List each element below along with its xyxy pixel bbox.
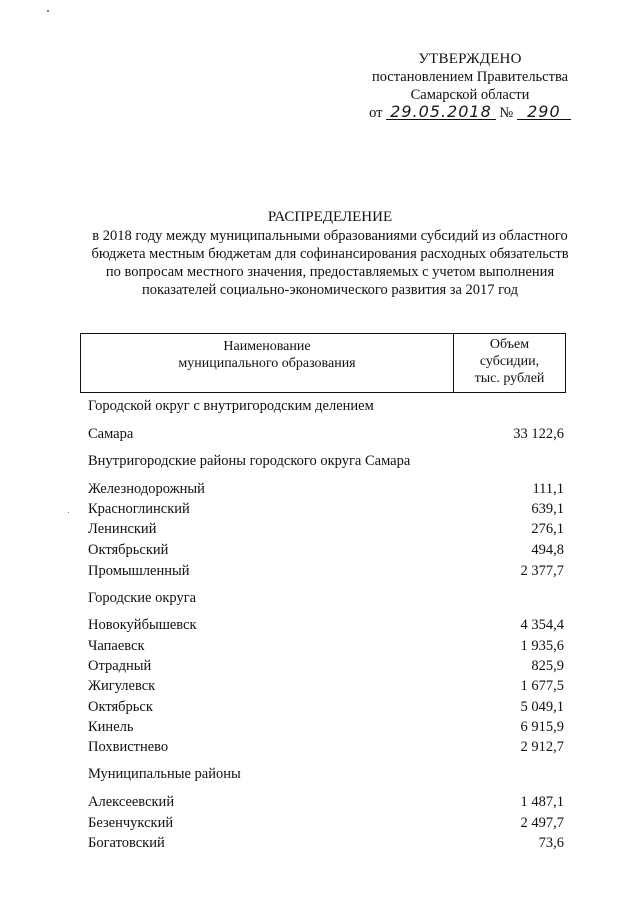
row-name: Муниципальные районы [88,766,241,782]
header-name-line: муниципального образования [178,356,356,371]
table-row [88,541,566,559]
table-row [88,500,566,518]
row-value: 5 049,1 [520,699,564,715]
scan-speck [68,512,69,513]
approval-line: Самарской области [410,87,530,103]
number-prefix: № [499,105,514,121]
approval-stamp [360,50,580,122]
row-value [464,452,566,470]
header-amount-line: Объем [489,337,530,352]
header-amount-line: субсидии, [479,354,540,369]
row-name: Промышленный [88,563,190,579]
row-name: Красноглинский [88,501,190,517]
row-value: 1 935,6 [520,638,564,654]
heading-line: бюджета местным бюджетам для софинансирования расходных обязательств [91,246,569,262]
approval-title: УТВЕРЖДЕНО [418,51,522,67]
table-row [88,698,566,716]
date-prefix: от [369,105,383,121]
row-value [464,397,566,415]
table-row [88,616,566,634]
table-row [88,425,566,443]
table-row [88,814,566,832]
row-name: Безенчукский [88,815,174,831]
row-name: Чапаевск [88,638,145,654]
row-name: Октябрьский [88,542,169,558]
row-name: Городской округ с внутригородским делением [88,398,374,414]
table-section-row [88,765,566,783]
heading-line: в 2018 году между муниципальными образованиями субсидий из областного [92,228,568,244]
subsidy-table [80,333,566,851]
row-name: Железнодорожный [88,481,205,497]
document-title: РАСПРЕДЕЛЕНИЕ [267,209,393,225]
row-value: 2 497,7 [520,815,564,831]
table-header [80,333,566,393]
document-heading [60,208,600,299]
row-value [464,765,566,783]
approval-date-line [360,104,580,122]
row-name: Новокуйбышевск [88,617,197,633]
table-row [88,520,566,538]
row-name: Кинель [88,719,134,735]
table-row [88,562,566,580]
header-amount-line: тыс. рублей [474,371,545,386]
row-name: Отрадный [88,658,152,674]
row-value: 494,8 [531,542,564,558]
row-value: 2 377,7 [520,563,564,579]
row-value: 111,1 [532,481,564,497]
table-row [88,480,566,498]
table-section-row [88,397,566,415]
approval-date: 29.05.2018 [386,104,496,120]
table-row [88,718,566,736]
row-name: Самара [88,426,134,442]
table-row [88,793,566,811]
row-name: Похвистнево [88,739,169,755]
table-section-row [88,589,566,607]
scan-speck [47,10,49,12]
heading-line: показателей социально-экономического развития за 2017 год [142,282,518,298]
table-section-row [88,452,566,470]
row-name: Городские округа [88,590,197,606]
row-value: 4 354,4 [520,617,564,633]
table-row [88,834,566,852]
table-row [88,738,566,756]
table-row [88,637,566,655]
row-name: Внутригородские районы городского округа Самара [88,453,411,469]
table-row [88,657,566,675]
row-value: 73,6 [538,835,564,851]
row-value: 2 912,7 [520,739,564,755]
row-value: 276,1 [531,521,564,537]
approval-line: постановлением Правительства [371,69,569,85]
row-value: 33 122,6 [513,426,564,442]
row-name: Богатовский [88,835,165,851]
heading-line: по вопросам местного значения, предоставляемых с учетом выполнения [105,264,555,280]
header-name-cell [81,334,454,392]
row-value: 1 487,1 [520,794,564,810]
table-row [88,677,566,695]
row-value: 825,9 [531,658,564,674]
row-name: Алексеевский [88,794,175,810]
row-name: Жигулевск [88,678,156,694]
row-name: Ленинский [88,521,157,537]
row-value [464,589,566,607]
header-name-line: Наименование [223,339,311,354]
approval-number: 290 [517,104,571,120]
row-name: Октябрьск [88,699,153,715]
header-amount-cell [454,334,565,392]
row-value: 1 677,5 [520,678,564,694]
row-value: 6 915,9 [520,719,564,735]
row-value: 639,1 [531,501,564,517]
